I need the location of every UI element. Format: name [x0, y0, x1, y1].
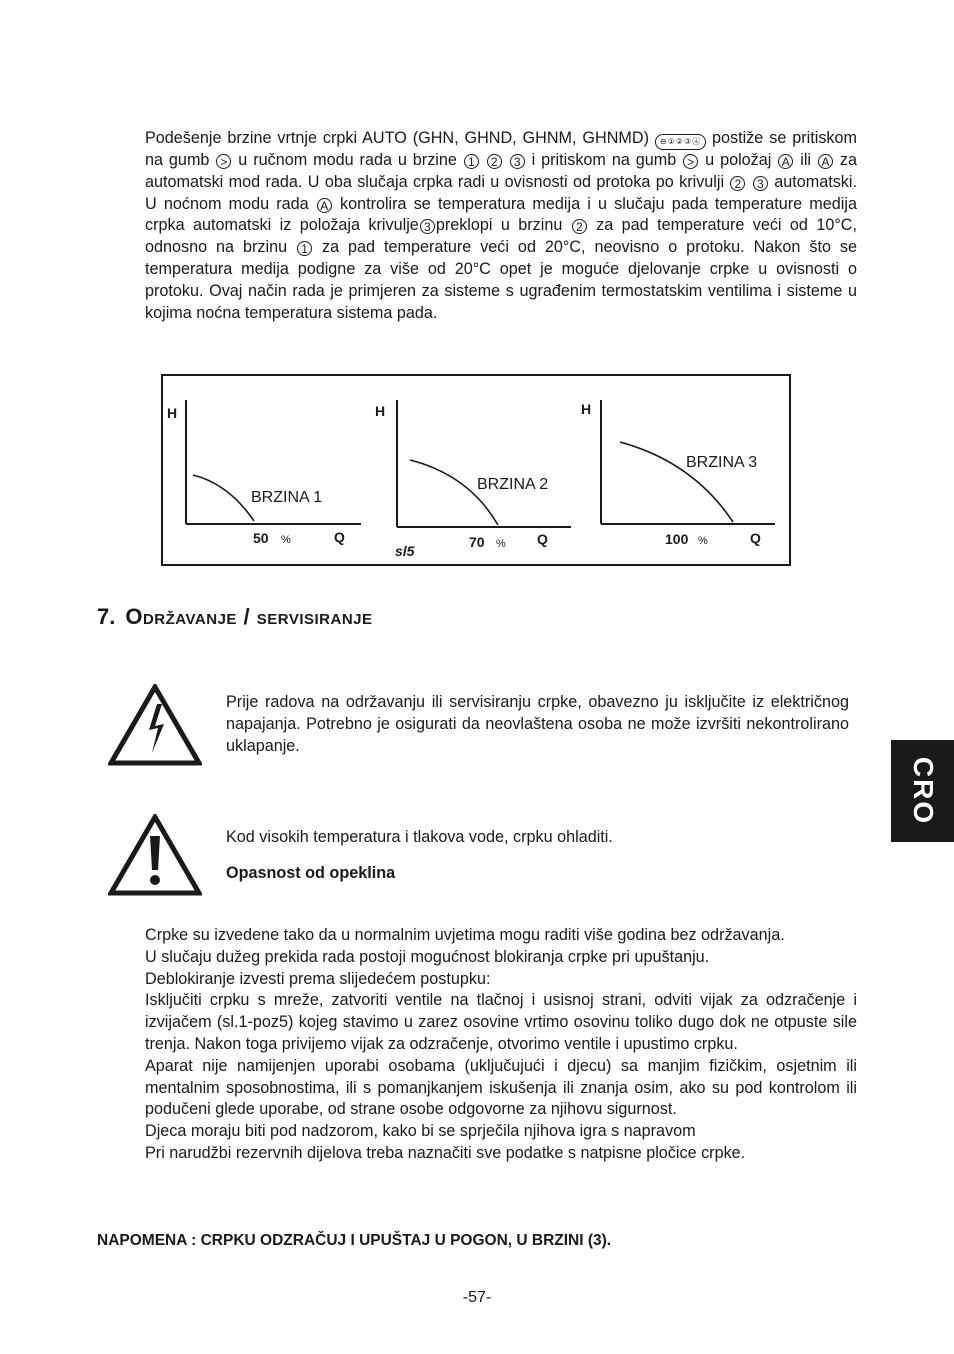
section-number: 7.: [97, 604, 116, 629]
intro-text-5: u položaj: [699, 151, 778, 169]
panel-2-h-label: H: [375, 403, 386, 419]
maintenance-p1: Crpke su izvedene tako da u normalnim uvjetima mogu raditi više godina bez održavanja.: [145, 926, 785, 944]
intro-text-10: preklopi u brzinu: [435, 216, 571, 235]
maintenance-p2: U slučaju dužeg prekida rada postoji mogućnost blokiranja crpke pri upuštanju.: [145, 947, 710, 966]
language-tab: [891, 740, 954, 842]
intro-text-9: kontrolira se temperatura medija i u slučaju pada temperature medija crpka automatski iz položaja krivulje: [145, 194, 857, 235]
panel-1-q-label: Q: [334, 529, 345, 545]
panel-1-curve: [193, 475, 254, 521]
panel-3-q-label: Q: [750, 530, 761, 546]
speed-2-icon: 2: [487, 154, 502, 169]
intro-text-8: automatski. U noćnom modu rada: [145, 172, 857, 213]
temperature-warning-text: Kod visokih temperatura i tlakova vode, crpku ohladiti.: [226, 828, 613, 846]
intro-text-3: u ručnom modu rada u brzine: [232, 151, 463, 169]
intro-text-12: za pad temperature veći od 20°C, neovisno o protoku. Nakon što se temperatura medija podigne za više od 20°C opet je moguće djelovanje crpke u ovisnosti o protoku. Ovaj način rada je primjeren za sisteme s ugrađenim termostatskim ventilima i sisteme u kojima noćna temperatura sistema pada.: [145, 238, 857, 322]
panel-1-percent-sign: %: [281, 534, 291, 546]
control-buttons-icon: ⊖①②③Ⓐ: [655, 134, 706, 150]
maintenance-p7: Pri narudžbi rezervnih dijelova treba naznačiti sve podatke s natpisne pločice crpke.: [145, 1143, 746, 1162]
intro-text-7: za automatski mod rada. U oba slučaja crpka radi u ovisnosti od protoka po krivulji: [145, 151, 857, 191]
speed-2-icon-c: 2: [572, 219, 587, 234]
panel-1-percent: 50: [253, 530, 269, 546]
panel-3-h-label: H: [581, 401, 592, 417]
panel-3-percent: 100: [665, 531, 689, 547]
mode-button-icon-2: >: [683, 154, 698, 169]
panel-3-percent-sign: %: [698, 535, 708, 547]
night-auto-mode-icon: A: [818, 154, 833, 169]
panel-1-speed-label: BRZINA 1: [251, 489, 323, 506]
electric-warning-text: Prije radova na održavanju ili servisiranju crpke, obavezno ju isključite iz električnog napajanja. Potrebno je osigurati da neovlaštena osoba ne može izvršiti nekontrolirano uklapanje.: [226, 693, 849, 755]
intro-paragraph: [145, 128, 857, 324]
maintenance-p3: Deblokiranje izvesti prema slijedećem postupku:: [145, 969, 491, 988]
maintenance-p5: Aparat nije namijenjen uporabi osobama (uključujući i djecu) sa manjim fizičkim, osjetnim ili mentalnim sposobnostima, ili s pomanjkanjem iskušenja ili znanja osim, ako su pod kontrolom ili podučeni glede uporabe, od strane osobe odgovorne za njihovu sigurnost.: [145, 1056, 857, 1119]
maintenance-p6: Djeca moraju biti pod nadzorom, kako bi se sprječila njihova igra s napravom: [145, 1122, 696, 1141]
auto-mode-icon: A: [778, 154, 793, 169]
panel-2-q-label: Q: [537, 531, 548, 547]
figure-caption: sl5: [395, 543, 415, 559]
maintenance-p4: Isključiti crpku s mreže, zatvoriti ventile na tlačnoj i usisnoj strani, odviti vijak za odzračenje i izvijačem (sl.1-poz5) kojeg stavimo u zarez osovine vrtimo osovinu toliko dugo dok ne otpuste sile trenja. Nakon toga privijemo vijak za odzračenje, otvorimo ventile i upustimo crpku.: [145, 991, 857, 1053]
panel-2-percent-sign: %: [496, 538, 506, 550]
exclamation-warning-icon: [108, 814, 202, 896]
intro-text-1: Podešenje brzine vrtnje crpki AUTO (GHN, GHND, GHNM, GHNMD): [145, 129, 649, 147]
panel-2-speed-label: BRZINA 2: [477, 476, 549, 493]
intro-text-4: i pritiskom na gumb: [525, 151, 683, 169]
night-auto-mode-icon-2: A: [317, 198, 332, 213]
panel-2-percent: 70: [469, 534, 485, 550]
speed-3-icon-b: 3: [753, 176, 768, 191]
burn-danger-text: Opasnost od opeklina: [226, 864, 396, 882]
speed-1-icon: 1: [464, 154, 479, 169]
maintenance-text: [145, 925, 857, 1165]
speed-2-icon-b: 2: [730, 176, 745, 191]
high-voltage-warning-icon: [108, 684, 202, 766]
mode-button-icon: >: [216, 154, 231, 169]
speed-3-icon-c: 3: [420, 219, 435, 234]
section-heading: [97, 604, 373, 630]
pump-curves-figure: [161, 374, 791, 566]
note-text: NAPOMENA : CRPKU ODZRAČUJ I UPUŠTAJ U POGON, U BRZINI (3).: [97, 1232, 612, 1249]
intro-text-2: postiže se pritiskom na gumb: [145, 129, 857, 169]
section-title: Održavanje / servisiranje: [125, 604, 373, 629]
speed-3-icon: 3: [510, 154, 525, 169]
panel-1-h-label: H: [167, 405, 178, 421]
intro-text-11: za pad temperature veći od 10°C, odnosno na brzinu: [145, 216, 857, 257]
speed-1-icon-b: 1: [297, 241, 312, 256]
language-tab-label: CRO: [907, 756, 939, 826]
page-number: -57-: [462, 1289, 492, 1306]
panel-3-speed-label: BRZINA 3: [686, 454, 758, 471]
intro-text-6: ili: [794, 151, 817, 169]
